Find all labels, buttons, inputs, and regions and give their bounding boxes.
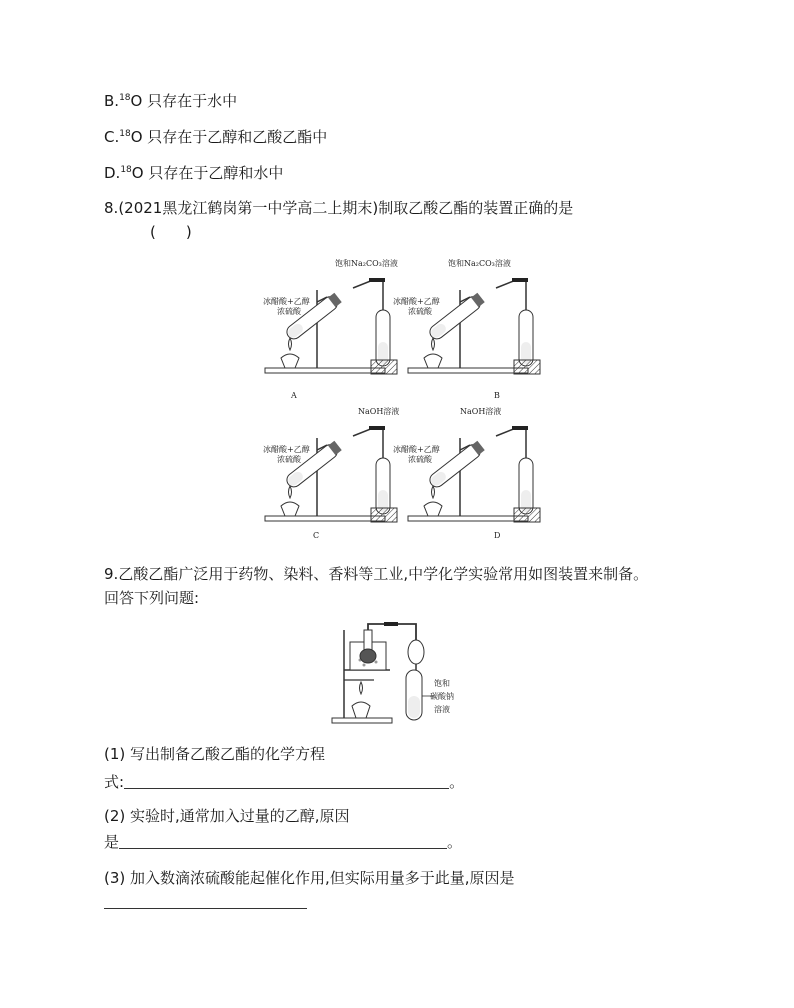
answer-blank[interactable] xyxy=(124,774,449,789)
reagent-label: 冰醋酸+乙醇 xyxy=(393,297,440,306)
reagent-label: 浓硫酸 xyxy=(277,455,301,464)
panel-label: A xyxy=(291,391,297,400)
trap-label: NaOH溶液 xyxy=(358,407,400,416)
panel-c xyxy=(263,406,399,540)
bath-label: 饱和 xyxy=(434,679,450,688)
option-c xyxy=(104,124,327,147)
element-symbol: O xyxy=(131,164,144,182)
reagent-label: 冰醋酸+乙醇 xyxy=(263,445,310,454)
reagent-label: 冰醋酸+乙醇 xyxy=(393,445,440,454)
q8-apparatus-figure xyxy=(250,250,550,540)
option-d xyxy=(104,160,283,183)
sub-question-text: 式: xyxy=(104,773,125,791)
sub-question-number: (2) xyxy=(104,807,126,825)
answer-paren: ( ) xyxy=(150,223,192,241)
option-text: 只存在于水中 xyxy=(142,92,238,110)
sub-question-2-answer xyxy=(104,832,462,852)
option-text: 只存在于乙醇和水中 xyxy=(143,164,284,182)
option-b xyxy=(104,88,237,111)
reagent-label: 浓硫酸 xyxy=(408,455,432,464)
reagent-label: 浓硫酸 xyxy=(408,307,432,316)
panel-a xyxy=(263,258,398,400)
element-symbol: O xyxy=(130,128,143,146)
question-9 xyxy=(104,564,648,584)
question-9-line2: 回答下列问题: xyxy=(104,589,200,607)
option-letter: D. xyxy=(104,164,121,182)
question-number: 8. xyxy=(104,199,119,217)
isotope-mass: 18 xyxy=(119,93,131,103)
sub-question-3 xyxy=(104,868,515,888)
question-source: (2021黑龙江鹤岗第一中学高二上期末) xyxy=(118,199,379,217)
sub-question-text: 。 xyxy=(447,833,463,851)
isotope-mass: 18 xyxy=(120,165,132,175)
reagent-label: 冰醋酸+乙醇 xyxy=(263,297,310,306)
reagent-label: 浓硫酸 xyxy=(277,307,301,316)
trap-label: 饱和Na₂CO₃溶液 xyxy=(448,259,511,268)
sub-question-number: (3) xyxy=(104,869,126,887)
sub-question-2 xyxy=(104,806,350,826)
panel-d xyxy=(393,406,540,540)
sub-question-1 xyxy=(104,744,325,764)
q9-apparatus-figure xyxy=(330,620,470,730)
option-letter: B. xyxy=(104,92,120,110)
trap-label: 饱和Na₂CO₃溶液 xyxy=(335,259,398,268)
panel-label: D xyxy=(494,531,501,540)
sub-question-number: (1) xyxy=(104,745,126,763)
bath-label: 碳酸钠 xyxy=(430,692,454,701)
sub-question-text: 实验时,通常加入过量的乙醇,原因 xyxy=(125,807,350,825)
sub-question-text: 加入数滴浓硫酸能起催化作用,但实际用量多于此量,原因是 xyxy=(125,869,515,887)
question-8 xyxy=(104,198,573,218)
option-letter: C. xyxy=(104,128,120,146)
answer-blank[interactable] xyxy=(104,908,307,909)
answer-blank[interactable] xyxy=(119,834,447,849)
question-stem: 乙酸乙酯广泛用于药物、染料、香料等工业,中学化学实验常用如图装置来制备。 xyxy=(118,565,649,583)
panel-label: B xyxy=(494,391,500,400)
sub-question-text: 写出制备乙酸乙酯的化学方程 xyxy=(125,745,326,763)
question-number: 9. xyxy=(104,565,119,583)
element-symbol: O xyxy=(130,92,143,110)
sub-question-text: 是 xyxy=(104,833,120,851)
panel-label: C xyxy=(313,531,320,540)
sub-question-text: 。 xyxy=(449,773,465,791)
sub-question-1-answer xyxy=(104,772,464,792)
bath-label: 溶液 xyxy=(434,705,450,714)
question-stem: 制取乙酸乙酯的装置正确的是 xyxy=(378,199,574,217)
panel-b xyxy=(393,258,540,400)
option-text: 只存在于乙醇和乙酸乙酯中 xyxy=(142,128,328,146)
isotope-mass: 18 xyxy=(119,129,131,139)
trap-label: NaOH溶液 xyxy=(460,407,502,416)
